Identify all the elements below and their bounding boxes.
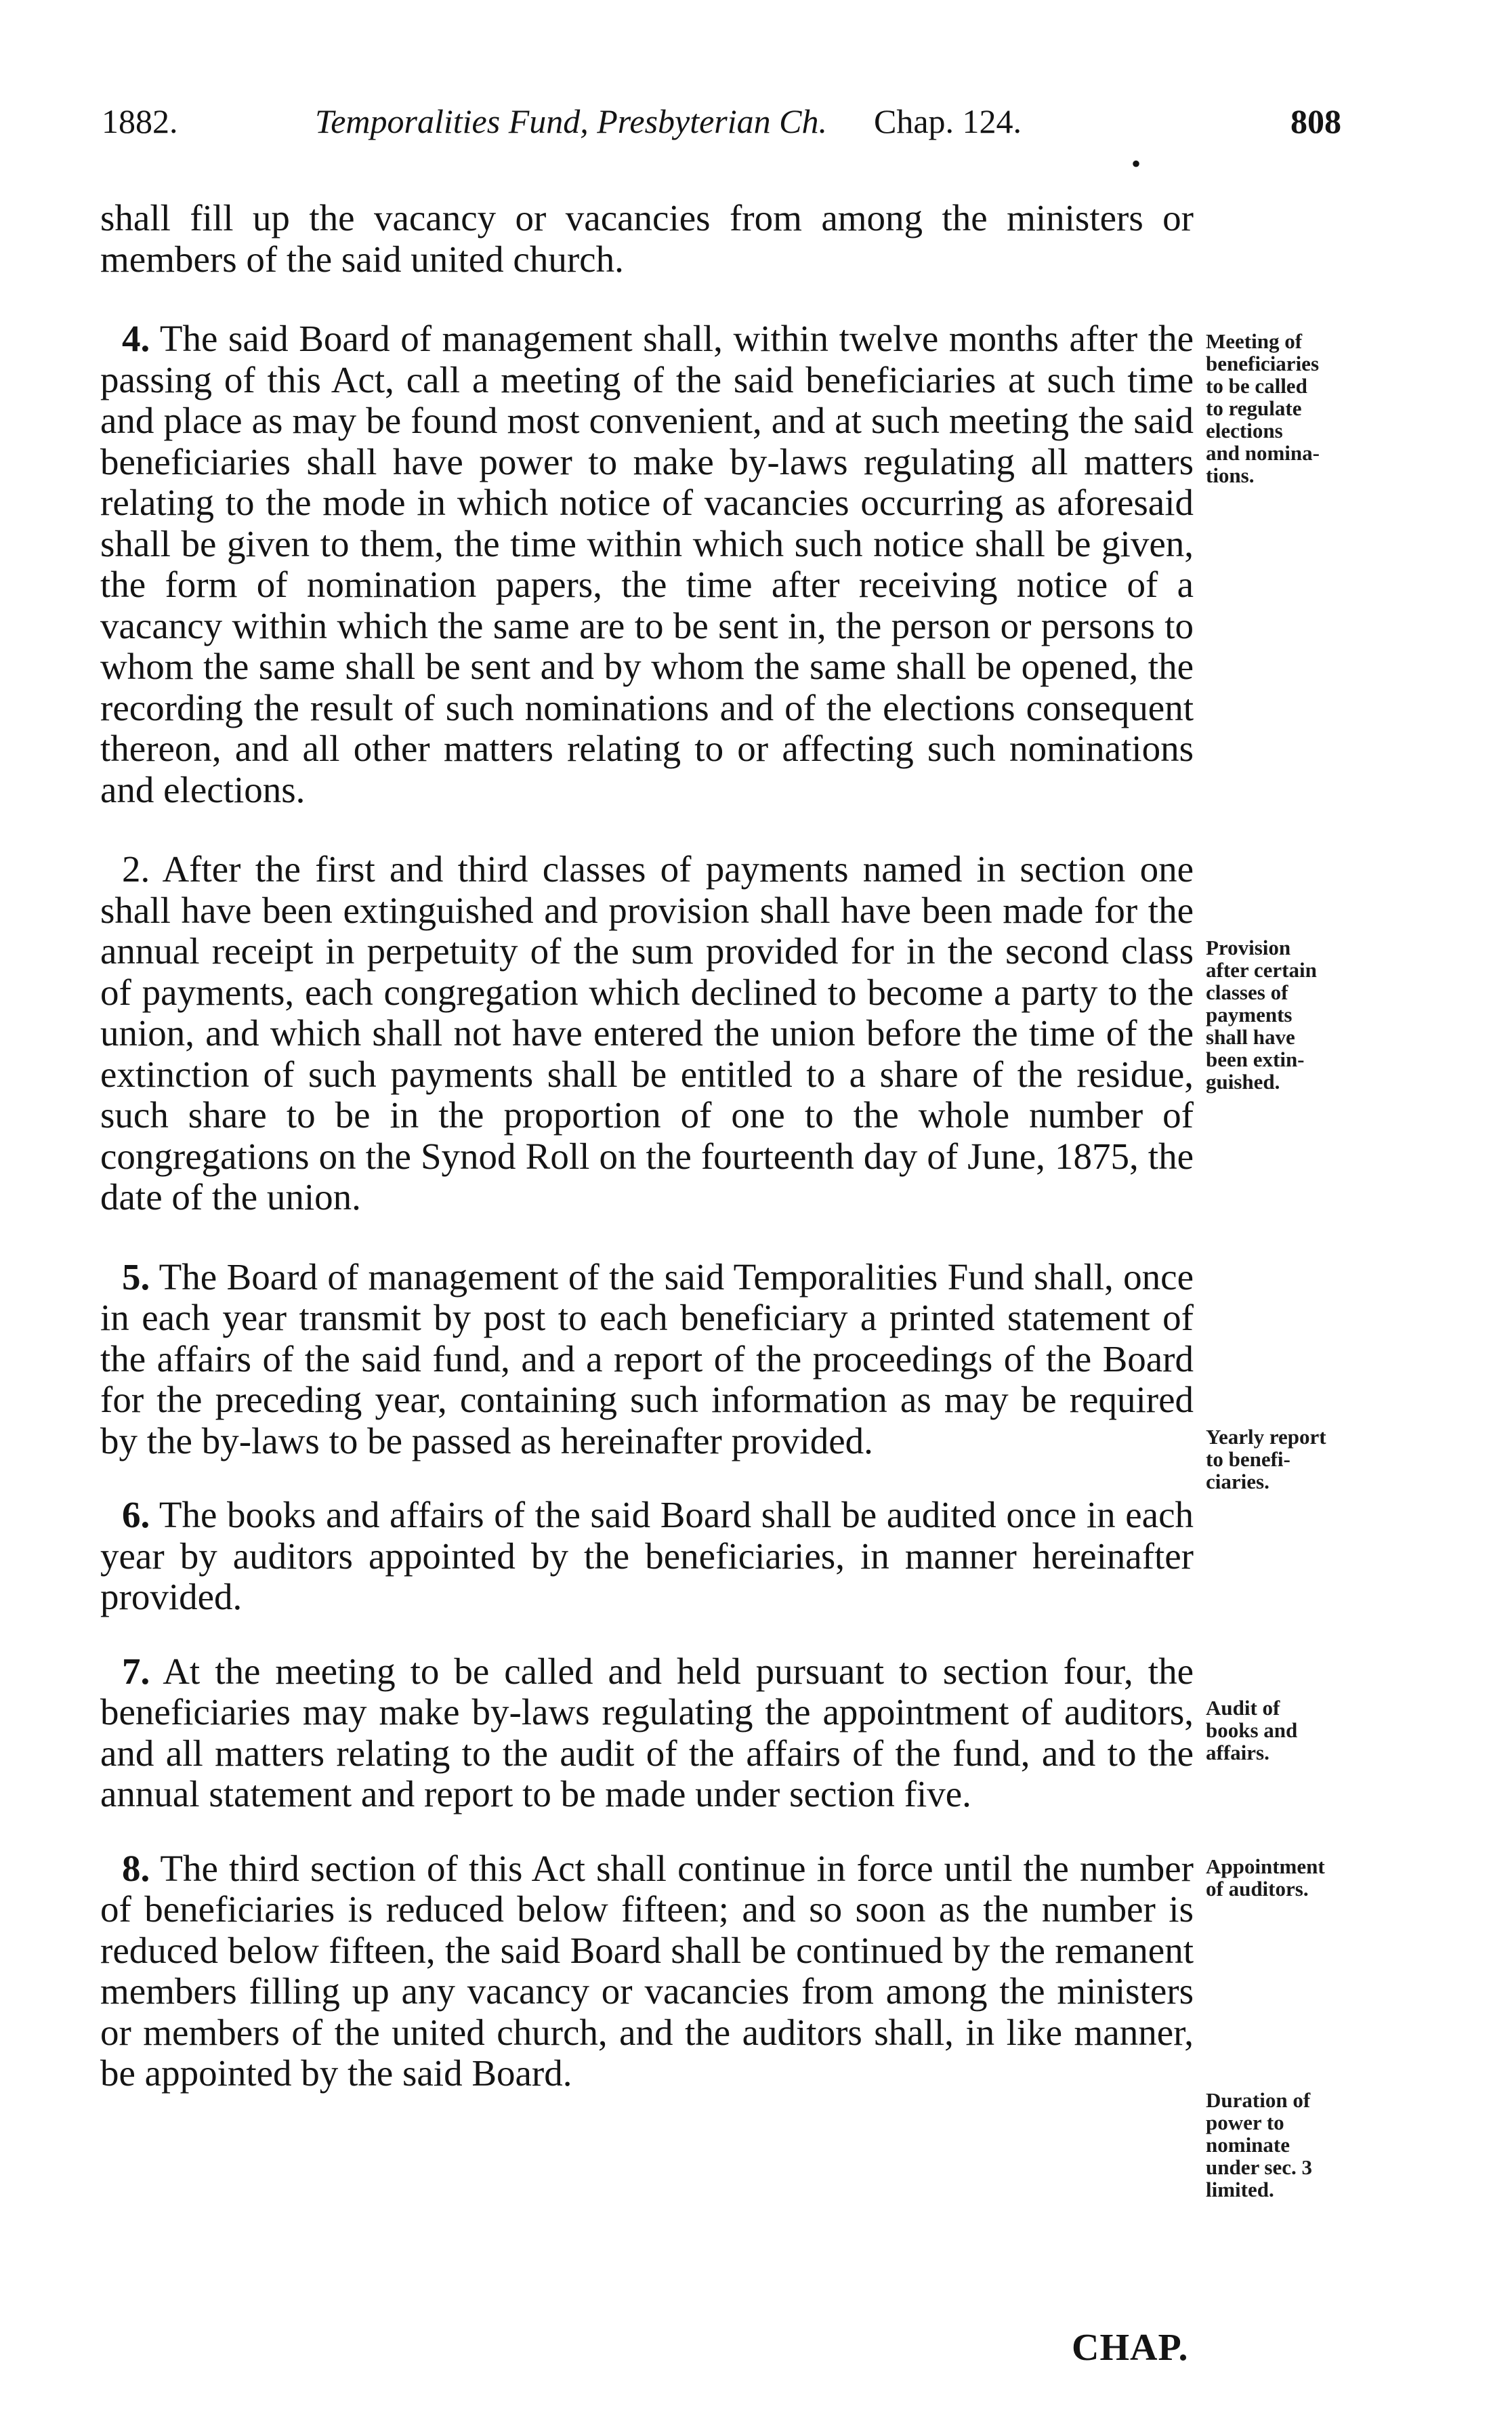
paragraph-text: The books and affairs of the said Board shall be audited once in each year by auditors appointed by the beneficiaries, in manner hereinafter provided. (100, 1494, 1194, 1617)
paragraph-section-4 (100, 318, 1194, 810)
section-number: 5. (122, 1256, 150, 1298)
paragraph-section-5 (100, 1257, 1194, 1462)
section-number: 4. (122, 318, 150, 359)
margin-note-provision: Provision after certain classes of payments shall have been extin- guished. (1206, 936, 1317, 1094)
paragraph-text: The said Board of management shall, within twelve months after the passing of this Act, call a meeting of the said beneficiaries at such time and place as may be found most convenient, and at such meeting the said beneficiaries shall have power to make by-laws regulating all matters relating to the mode in which notice of vacancies occurring as aforesaid shall be given to them, the time within which such notice shall be given, the form of nomination papers, the time after receiving notice of a vacancy within which the same are to be sent in, the person or persons to whom the same shall be sent and by whom the same shall be opened, the recording the result of such nominations and of the elections consequent thereon, and all other matters relating to or affecting such nominations and elections. (100, 318, 1194, 810)
page-number: 808 (1290, 102, 1341, 140)
paragraph-section-8 (100, 1848, 1194, 2094)
paragraph-section-7 (100, 1651, 1194, 1815)
section-number: 8. (122, 1847, 150, 1889)
section-number: 7. (122, 1650, 150, 1692)
paragraph-text: After the first and third classes of payments named in section one shall have been extinguished and provision shall have been made for the annual receipt in perpetuity of the sum provided for in the second class of payments, each congregation which declined to become a party to the union, and which shall not have entered the union before the time of the extinction of such payments shall be entitled to a share of the residue, such share to be in the proportion of one to the whole number of congregations on the Synod Roll on the fourteenth day of June, 1875, the date of the union. (100, 848, 1194, 1218)
margin-note-duration: Duration of power to nominate under sec. 3 limited. (1206, 2088, 1313, 2201)
catchword: CHAP. (1072, 2327, 1189, 2369)
margin-note-meeting: Meeting of beneficiaries to be called to regulate elections and nomina- tions. (1206, 329, 1320, 487)
section-number: 6. (122, 1494, 150, 1535)
paragraph-section-6 (100, 1495, 1194, 1618)
header-year: 1882. (102, 102, 178, 140)
header-title: Temporalities Fund, Presbyterian Ch. (315, 102, 828, 140)
margin-note-auditors: Appointment of auditors. (1206, 1854, 1325, 1901)
section-number: 2. (122, 848, 150, 890)
margin-note-audit: Audit of books and affairs. (1206, 1696, 1298, 1764)
paragraph-text: The third section of this Act shall continue in force until the number of beneficiaries is reduced below fifteen; and so soon as the number is reduced below fifteen, the said Board shall be continued by the remanent members filling up any vacancy or vacancies from among the ministers or members of the united church, and the auditors shall, in like manner, be appointed by the said Board. (100, 1847, 1194, 2094)
header-mark: • (1131, 148, 1141, 179)
header-chapter: Chap. 124. (874, 102, 1022, 140)
paragraph-text: At the meeting to be called and held pursuant to section four, the beneficiaries may make by-laws regulating the appointment of auditors, and all matters relating to the audit of the affairs of the fund, and to the annual statement and report to be made under section five. (100, 1650, 1194, 1814)
running-header (102, 102, 1375, 179)
paragraph-text: shall fill up the vacancy or vacancies from among the ministers or members of the said united church. (100, 197, 1194, 280)
main-text-column (100, 198, 1194, 2094)
paragraph-continuation (100, 198, 1194, 280)
paragraph-text: The Board of management of the said Temporalities Fund shall, once in each year transmit by post to each beneficiary a printed statement of the affairs of the said fund, and a report of the proceedings of the Board for the preceding year, containing such information as may be required by the by-laws to be passed as hereinafter provided. (100, 1256, 1194, 1461)
margin-note-yearly-report: Yearly report to benefi- ciaries. (1206, 1425, 1326, 1493)
paragraph-subsection-2 (100, 849, 1194, 1218)
